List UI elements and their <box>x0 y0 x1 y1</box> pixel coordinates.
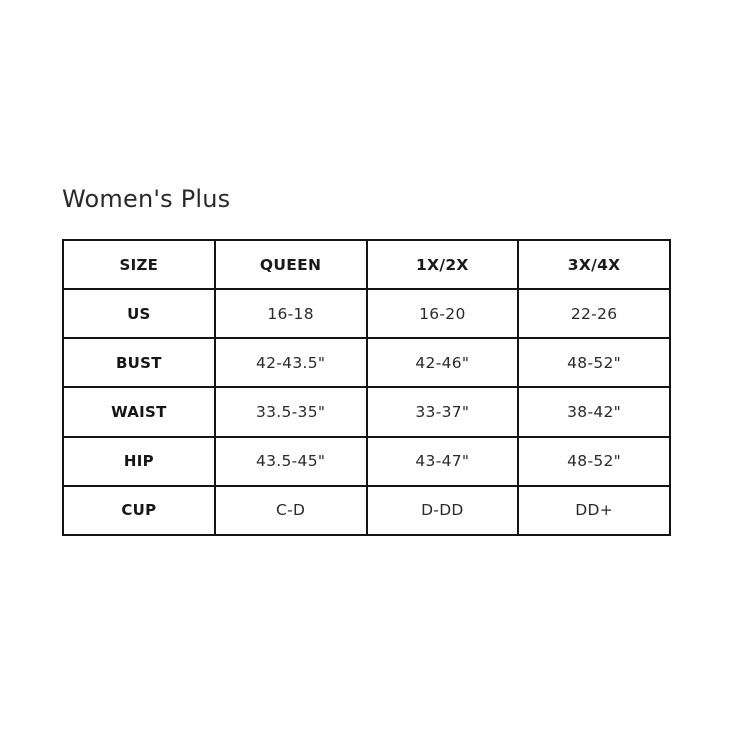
size-chart-table <box>62 239 671 536</box>
table-cell: 16-18 <box>215 289 367 338</box>
table-cell: 48-52" <box>518 437 670 486</box>
page-title: Women's Plus <box>62 185 231 213</box>
table-cell: 22-26 <box>518 289 670 338</box>
table-cell: 42-43.5" <box>215 338 367 387</box>
row-label-cup: CUP <box>63 486 215 535</box>
table-row-bust <box>63 338 670 387</box>
header-cell-queen: QUEEN <box>215 240 367 289</box>
table-cell: 38-42" <box>518 387 670 436</box>
table-cell: 43.5-45" <box>215 437 367 486</box>
table-row-hip <box>63 437 670 486</box>
table-cell: 48-52" <box>518 338 670 387</box>
row-label-us: US <box>63 289 215 338</box>
table-cell: D-DD <box>367 486 519 535</box>
row-label-hip: HIP <box>63 437 215 486</box>
table-row-waist <box>63 387 670 436</box>
row-label-waist: WAIST <box>63 387 215 436</box>
table-row-cup <box>63 486 670 535</box>
table-cell: 33-37" <box>367 387 519 436</box>
table-cell: DD+ <box>518 486 670 535</box>
row-label-bust: BUST <box>63 338 215 387</box>
table-cell: 43-47" <box>367 437 519 486</box>
header-cell-3x-4x: 3X/4X <box>518 240 670 289</box>
table-cell: C-D <box>215 486 367 535</box>
header-cell-1x-2x: 1X/2X <box>367 240 519 289</box>
table-header-row <box>63 240 670 289</box>
table-row-us <box>63 289 670 338</box>
header-cell-size: SIZE <box>63 240 215 289</box>
table-cell: 33.5-35" <box>215 387 367 436</box>
table-cell: 42-46" <box>367 338 519 387</box>
table-cell: 16-20 <box>367 289 519 338</box>
